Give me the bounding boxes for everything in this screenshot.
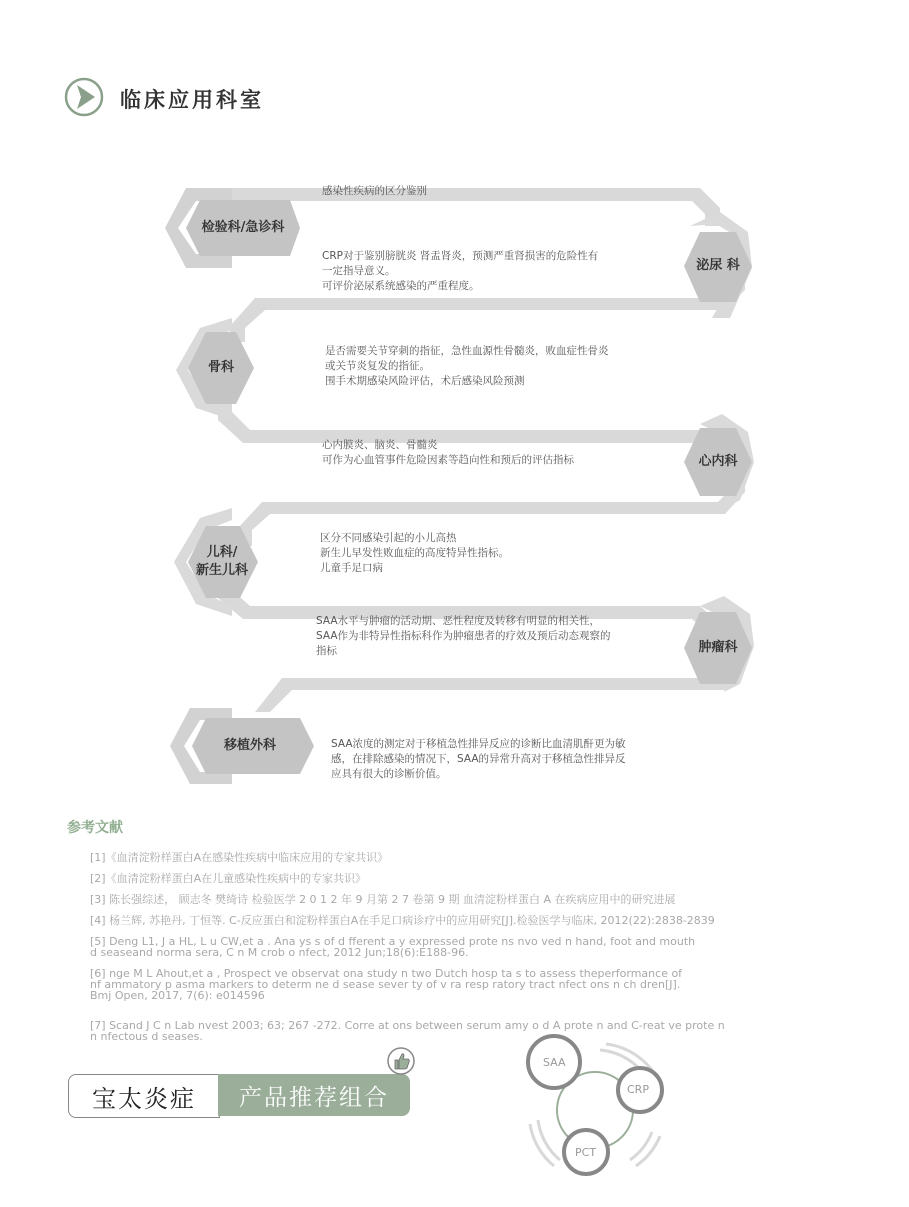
reference-item: [1]《血清淀粉样蛋白A在感染性疾病中临床应用的专家共识》 (90, 851, 389, 864)
crp-label: CRP (627, 1083, 649, 1096)
reference-item: [5] Deng L1, J a HL, L u CW,et a . Ana ys s of d fferent a y expressed prote ns nvo ved n hand, foot and mouth d seaseand norma sera, C n M crob o nfect, 2012 Jun;18(6):E188-96. (90, 935, 696, 959)
pct-label: PCT (575, 1146, 597, 1159)
dept-label: 泌尿 科 (696, 258, 740, 273)
dept-description: 心内膜炎、脑炎、骨髓炎 可作为心血管事件危险因素等趋向性和预后的评估指标 (322, 439, 574, 466)
dept-label: 检验科/急诊科 (201, 220, 285, 235)
dept-description: 是否需要关节穿刺的指征，急性血源性骨髓炎，败血症性骨炎 或关节炎复发的指征。 围手术期感染风险评估，术后感染风险预测 (325, 345, 609, 387)
brand-name: 宝太炎症 (68, 1074, 220, 1118)
thumbs-up-icon (386, 1046, 416, 1076)
dept-description: CRP对于鉴别膀胱炎 肾盂肾炎，预测严重肾损害的危险性有 一定指导意义。 可评价泌尿系统感染的严重程度。 (322, 250, 599, 292)
product-combo-title: 产品推荐组合 (218, 1074, 410, 1116)
dept-description: 区分不同感染引起的小儿高热 新生儿早发性败血症的高度特异性指标。 儿童手足口病 (320, 532, 509, 574)
reference-item: [6] nge M L Ahout,et a , Prospect ve observat ona study n two Dutch hosp ta s to assess theperformance of nf ammatory p asma markers to determ ne d sease sever ty of v ra resp ratory tract nfect ons n ch dren[J]. Bmj Open, 2017, 7(6): e014596 (90, 967, 683, 1002)
dept-label: 儿科/ 新生儿科 (195, 545, 248, 578)
dept-label: 移植外科 (223, 738, 276, 753)
references-heading: 参考文献 (67, 820, 123, 836)
page-title: 临床应用科室 (120, 88, 264, 112)
dept-description: SAA浓度的测定对于移植急性排异反应的诊断比血清肌酐更为敏 感，在排除感染的情况下，SAA的异常升高对于移植急性排异反 应具有很大的诊断价值。 (331, 738, 626, 780)
flow-connector (255, 660, 745, 712)
reference-item: [7] Scand J C n Lab nvest 2003; 63; 267 -272. Corre at ons between serum amy o d A prote n and C-reat ve prote n n nfectous d seases. (90, 1019, 725, 1043)
flow-connector (232, 188, 720, 226)
dept-description: SAA水平与肿瘤的活动期、恶性程度及转移有明显的相关性， SAA作为非特异性指标科作为肿瘤患者的疗效及预后动态观察的 指标 (316, 615, 611, 657)
dept-label: 肿瘤科 (698, 640, 738, 655)
dept-label: 骨科 (207, 360, 234, 375)
reference-item: [4] 杨兰辉, 苏艳丹, 丁恒等. C-反应蛋白和淀粉样蛋白A在手足口病诊疗中的应用研究[J].检验医学与临床, 2012(22):2838-2839 (90, 914, 715, 927)
dept-label: 心内科 (698, 454, 738, 469)
reference-item: [3] 陈长强综述， 顾志冬 樊绮诗 检验医学 2 0 1 2 年 9 月第 2 7 卷第 9 期 血清淀粉样蛋白 A 在疾病应用中的研究进展 (90, 893, 676, 906)
dept-description: 感染性疾病的区分鉴别 (322, 185, 427, 197)
combo-diagram (520, 1032, 670, 1182)
saa-label: SAA (543, 1056, 566, 1069)
reference-item: [2]《血清淀粉样蛋白A在儿童感染性疾病中的专家共识》 (90, 872, 367, 885)
